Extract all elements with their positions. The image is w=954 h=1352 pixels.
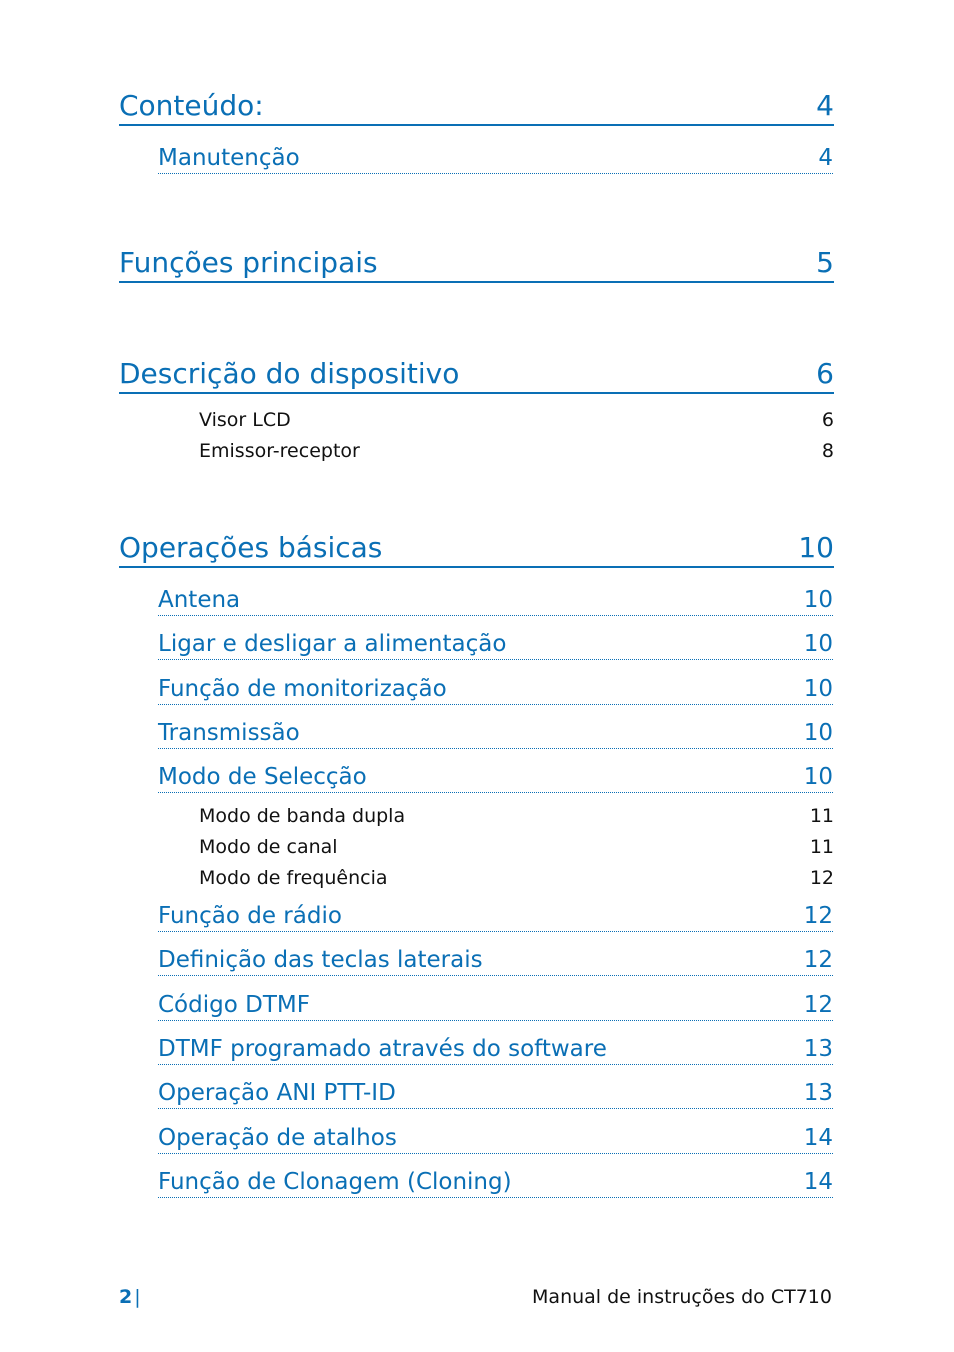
toc-title: Função de rádio (158, 903, 342, 929)
footer-page-number (119, 1286, 141, 1308)
toc-title: DTMF programado através do software (158, 1036, 607, 1062)
toc-page-number: 10 (803, 720, 833, 746)
toc-subentry-canal[interactable] (199, 833, 834, 859)
toc-entry-transmissao[interactable] (158, 719, 833, 749)
footer-separator: | (134, 1286, 141, 1308)
toc-page-number: 14 (803, 1125, 833, 1151)
toc-page-number: 14 (803, 1169, 833, 1195)
toc-page-number: 5 (816, 246, 834, 279)
toc-page-number: 8 (821, 440, 834, 462)
toc-entry-atalhos[interactable] (158, 1124, 833, 1154)
toc-page-number: 10 (803, 676, 833, 702)
toc-title: Operações básicas (119, 531, 383, 564)
toc-page-number: 12 (803, 947, 833, 973)
toc-subentry-emissor[interactable] (199, 437, 834, 463)
toc-title: Operação ANI PTT-ID (158, 1080, 396, 1106)
toc-entry-teclas-laterais[interactable] (158, 946, 833, 976)
toc-title: Manutenção (158, 145, 300, 171)
toc-entry-clonagem[interactable] (158, 1168, 833, 1198)
toc-page-number: 4 (816, 89, 834, 122)
toc-title: Descrição do dispositivo (119, 357, 460, 390)
toc-page-number: 12 (803, 903, 833, 929)
toc-title: Antena (158, 587, 241, 613)
toc-page-number: 10 (803, 587, 833, 613)
toc-entry-manutencao[interactable] (158, 144, 833, 174)
toc-title: Modo de Selecção (158, 764, 367, 790)
toc-entry-antena[interactable] (158, 586, 833, 616)
toc-entry-ligar[interactable] (158, 630, 833, 660)
toc-page-number: 13 (803, 1080, 833, 1106)
page-footer (119, 1284, 832, 1310)
toc-heading-operacoes-basicas[interactable] (119, 532, 834, 568)
toc-title: Modo de canal (199, 836, 338, 858)
toc-title: Modo de frequência (199, 867, 388, 889)
toc-subentry-frequencia[interactable] (199, 864, 834, 890)
toc-entry-monitorizacao[interactable] (158, 675, 833, 705)
toc-title: Conteúdo: (119, 89, 264, 122)
toc-page-number: 12 (809, 867, 834, 889)
toc-title: Definição das teclas laterais (158, 947, 483, 973)
toc-page-number: 11 (809, 836, 834, 858)
toc-title: Função de Clonagem (Cloning) (158, 1169, 512, 1195)
toc-title: Ligar e desligar a alimentação (158, 631, 507, 657)
toc-page-number: 6 (816, 357, 834, 390)
toc-page-number: 12 (803, 992, 833, 1018)
toc-title: Funções principais (119, 246, 378, 279)
toc-entry-radio[interactable] (158, 902, 833, 932)
toc-title: Visor LCD (199, 409, 291, 431)
toc-page-number: 6 (821, 409, 834, 431)
toc-page-number: 13 (803, 1036, 833, 1062)
toc-title: Operação de atalhos (158, 1125, 397, 1151)
toc-heading-conteudo[interactable] (119, 90, 834, 126)
toc-entry-modo-seleccao[interactable] (158, 763, 833, 793)
toc-title: Modo de banda dupla (199, 805, 406, 827)
toc-page-number: 10 (798, 531, 834, 564)
footer-manual-title: Manual de instruções do CT710 (532, 1286, 832, 1308)
toc-title: Emissor-receptor (199, 440, 360, 462)
toc-heading-funcoes-principais[interactable] (119, 247, 834, 283)
toc-page-number: 11 (809, 805, 834, 827)
toc-page-number: 10 (803, 631, 833, 657)
toc-title: Função de monitorização (158, 676, 447, 702)
toc-entry-ani[interactable] (158, 1079, 833, 1109)
toc-title: Código DTMF (158, 992, 310, 1018)
toc-subentry-visor-lcd[interactable] (199, 406, 834, 432)
toc-page-number: 10 (803, 764, 833, 790)
toc-heading-descricao[interactable] (119, 358, 834, 394)
toc-subentry-banda-dupla[interactable] (199, 802, 834, 828)
footer-page-number-value: 2 (119, 1286, 133, 1308)
toc-entry-dtmf-software[interactable] (158, 1035, 833, 1065)
toc-entry-dtmf[interactable] (158, 991, 833, 1021)
toc-title: Transmissão (158, 720, 300, 746)
toc-page-number: 4 (818, 145, 833, 171)
